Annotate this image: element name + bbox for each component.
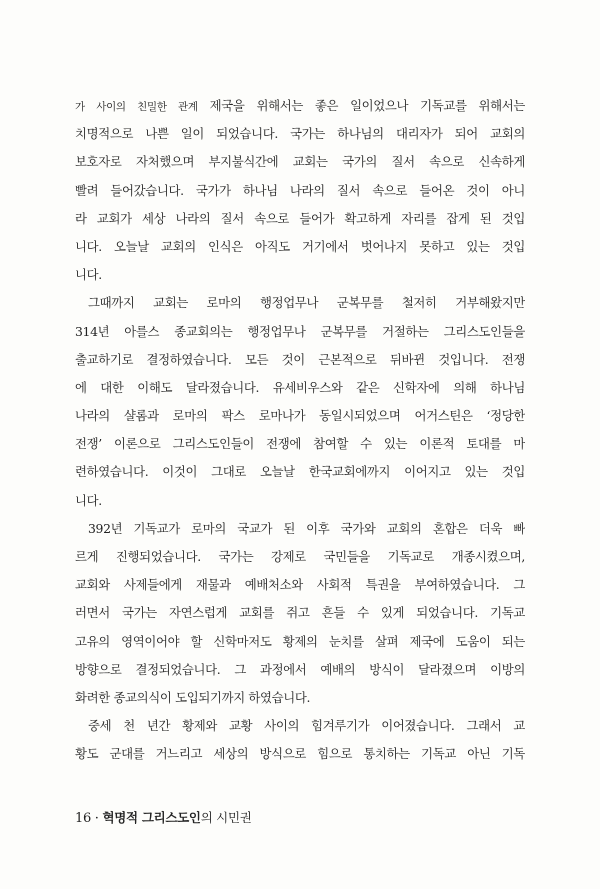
text-line: 화려한 종교의식이 도입되기까지 하였습니다. (75, 689, 311, 705)
text-line: 니다. (75, 492, 102, 508)
book-title-suffix: 의 시민권 (200, 810, 252, 825)
text-line: 니다. 오늘날 교회의 인식은 아직도 거기에서 벗어나지 못하고 있는 것입 (75, 238, 525, 254)
text-line: 르게 진행되었습니다. 국가는 강제로 국민들을 기독교로 개종시켰으며, (75, 549, 525, 564)
text-line: 라 교회가 세상 나라의 질서 속으로 들어가 확고하게 자리를 잡게 된 것입 (75, 210, 525, 226)
page-number: 16 (75, 811, 91, 826)
text-line: 황도 군대를 거느리고 세상의 방식으로 힘으로 통치하는 기독교 아닌 기독 (75, 746, 525, 762)
text-line: 전쟁’ 이론으로 그리스도인들이 전쟁에 참여할 수 있는 이론적 토대를 마 (75, 436, 525, 452)
text-line: 니다. (75, 267, 102, 283)
body-text (75, 92, 525, 769)
page-footer (75, 808, 252, 826)
small-text-run: 가 사이의 친밀한 관계 (75, 101, 198, 113)
text-run: 제국을 위해서는 좋은 일이었으나 기독교를 위해서는 (197, 98, 525, 113)
text-line: 에 대한 이해도 달라졌습니다. 유세비우스와 같은 신학자에 의해 하나님 (75, 379, 525, 395)
text-line: 련하였습니다. 이것이 그대로 오늘날 한국교회에까지 이어지고 있는 것입 (75, 464, 525, 480)
text-line: 나라의 샬롬과 로마의 팍스 로마나가 동일시되었으며 어거스틴은 ‘정당한 (75, 408, 525, 424)
text-line (75, 92, 525, 120)
text-line: 고유의 영역이어야 할 신학마저도 황제의 눈치를 살펴 제국에 도움이 되는 (75, 633, 525, 649)
footer-separator: · (90, 811, 103, 826)
text-line: 러면서 국가는 자연스럽게 교회를 쥐고 흔들 수 있게 되었습니다. 기독교 (75, 605, 525, 621)
paragraph-start: 중세 천 년간 황제와 교황 사이의 힘겨루기가 이어졌습니다. 그래서 교 (88, 718, 525, 734)
paragraph-start: 392년 기독교가 로마의 국교가 된 이후 국가와 교회의 혼합은 더욱 빠 (88, 520, 525, 536)
book-title: 혁명적 그리스도인 (102, 810, 201, 825)
text-line: 방향으로 결정되었습니다. 그 과정에서 예배의 방식이 달라졌으며 이방의 (75, 661, 525, 677)
text-line: 보호자로 자처했으며 부지불식간에 교회는 국가의 질서 속으로 신속하게 (75, 154, 525, 170)
paragraph-start: 그때까지 교회는 로마의 행정업무나 군복무를 철저히 거부해왔지만 (88, 295, 525, 311)
text-line: 314년 아를스 종교회의는 행정업무나 군복무를 거절하는 그리스도인들을 (75, 323, 525, 339)
text-line: 출교하기로 결정하였습니다. 모든 것이 근본적으로 뒤바뀐 것입니다. 전쟁 (75, 351, 525, 367)
text-line: 교회와 사제들에게 재물과 예배처소와 사회적 특권을 부여하였습니다. 그 (75, 577, 525, 593)
text-line: 빨려 들어갔습니다. 국가가 하나님 나라의 질서 속으로 들어온 것이 아니 (75, 182, 525, 198)
text-line: 치명적으로 나쁜 일이 되었습니다. 국가는 하나님의 대리자가 되어 교회의 (75, 126, 525, 142)
